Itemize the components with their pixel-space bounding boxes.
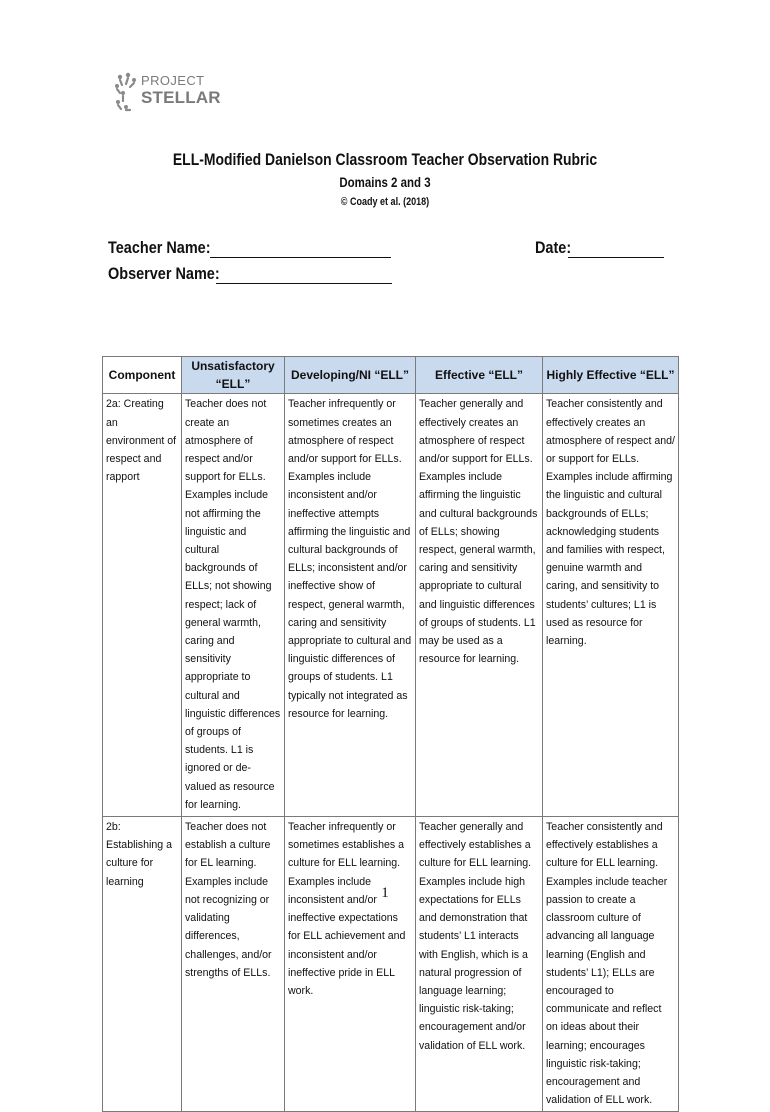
developing-cell: Teacher infrequently or sometimes establishes a culture for ELL learning. Examples include inconsistent and/or ineffective expectations for ELL achievement and inconsistent and/or ineffective pride in ELL work. bbox=[285, 817, 416, 1112]
date-line[interactable] bbox=[568, 257, 664, 258]
highly-effective-cell: Teacher consistently and effectively establishes a culture for ELL learning. Examples include teacher passion to create a classroom culture of advancing all language learning (English and students’ L1); ELLs are encouraged to communicate and reflect on ideas about their learning; encourages linguistic risk-taking; encouragement and validation of ELL work. bbox=[543, 817, 679, 1112]
observer-name-field bbox=[108, 264, 239, 284]
logo-text-stellar: STELLAR bbox=[141, 88, 221, 107]
header-unsatisfactory: Unsatisfactory “ELL” bbox=[182, 357, 285, 394]
unsatisfactory-cell: Teacher does not create an atmosphere of respect and/or support for ELLs. Examples include not affirming the linguistic and cultural backgrounds of ELLs; not showing respect; lack of general warmth, caring and sensitivity appropriate to cultural and linguistic differences of groups of students. L1 is ignored or de-valued as resource for learning. bbox=[182, 394, 285, 817]
date-label: Date: bbox=[535, 238, 572, 257]
developing-cell: Teacher infrequently or sometimes creates an atmosphere of respect and/or support for ELLs. Examples include inconsistent and/or ineffective attempts affirming the linguistic and cultural backgrounds of ELLs; inconsistent and/or ineffective show of respect, general warmth, caring and sensitivity appropriate to cultural and linguistic differences of groups of students. L1 typically not integrated as resource for learning. bbox=[285, 394, 416, 817]
effective-cell: Teacher generally and effectively creates an atmosphere of respect and/or support for ELLs. Examples include affirming the linguistic and cultural backgrounds of ELLs; showing respect, general warmth, caring and sensitivity appropriate to cultural and linguistic differences of groups of students. L1 may be used as a resource for learning. bbox=[416, 394, 543, 817]
teacher-name-field bbox=[108, 238, 229, 258]
observer-name-line[interactable] bbox=[216, 283, 392, 284]
teacher-name-line[interactable] bbox=[210, 257, 391, 258]
header-developing: Developing/NI “ELL” bbox=[285, 357, 416, 394]
date-field bbox=[535, 238, 578, 258]
logo-text-project: PROJECT bbox=[141, 73, 205, 88]
header-effective: Effective “ELL” bbox=[416, 357, 543, 394]
table-row bbox=[103, 817, 679, 1112]
page-number: 1 bbox=[381, 885, 389, 901]
table-row bbox=[103, 394, 679, 817]
teacher-name-label: Teacher Name: bbox=[108, 238, 211, 257]
document-title: ELL-Modified Danielson Classroom Teacher Observation Rubric bbox=[172, 150, 598, 169]
observer-name-label: Observer Name: bbox=[108, 264, 220, 283]
header-component: Component bbox=[103, 357, 182, 394]
stellar-figures-icon bbox=[114, 72, 138, 112]
rubric-header-row bbox=[103, 357, 679, 394]
header-highly-effective: Highly Effective “ELL” bbox=[543, 357, 679, 394]
rubric-table bbox=[102, 356, 679, 1112]
effective-cell: Teacher generally and effectively establishes a culture for ELL learning. Examples include high expectations for ELLs and demonstration that students’ L1 interacts with English, which is a natural progression of language learning; linguistic risk-taking; encouragement and/or validation of ELL work. bbox=[416, 817, 543, 1112]
project-stellar-logo bbox=[114, 70, 221, 114]
copyright-line: © Coady et al. (2018) bbox=[340, 196, 430, 208]
document-subtitle: Domains 2 and 3 bbox=[339, 174, 431, 190]
component-cell: 2b: Establishing a culture for learning bbox=[103, 817, 182, 1112]
highly-effective-cell: Teacher consistently and effectively creates an atmosphere of respect and/ or support for ELLs. Examples include affirming the linguistic and cultural backgrounds of ELLs; acknowledging students and families with respect, genuine warmth and caring, and sensitivity to students’ cultures; L1 is used as resource for learning. bbox=[543, 394, 679, 817]
unsatisfactory-cell: Teacher does not establish a culture for EL learning. Examples include not recognizing or validating differences, challenges, and/or strengths of ELLs. bbox=[182, 817, 285, 1112]
component-cell: 2a: Creating an environment of respect and rapport bbox=[103, 394, 182, 817]
